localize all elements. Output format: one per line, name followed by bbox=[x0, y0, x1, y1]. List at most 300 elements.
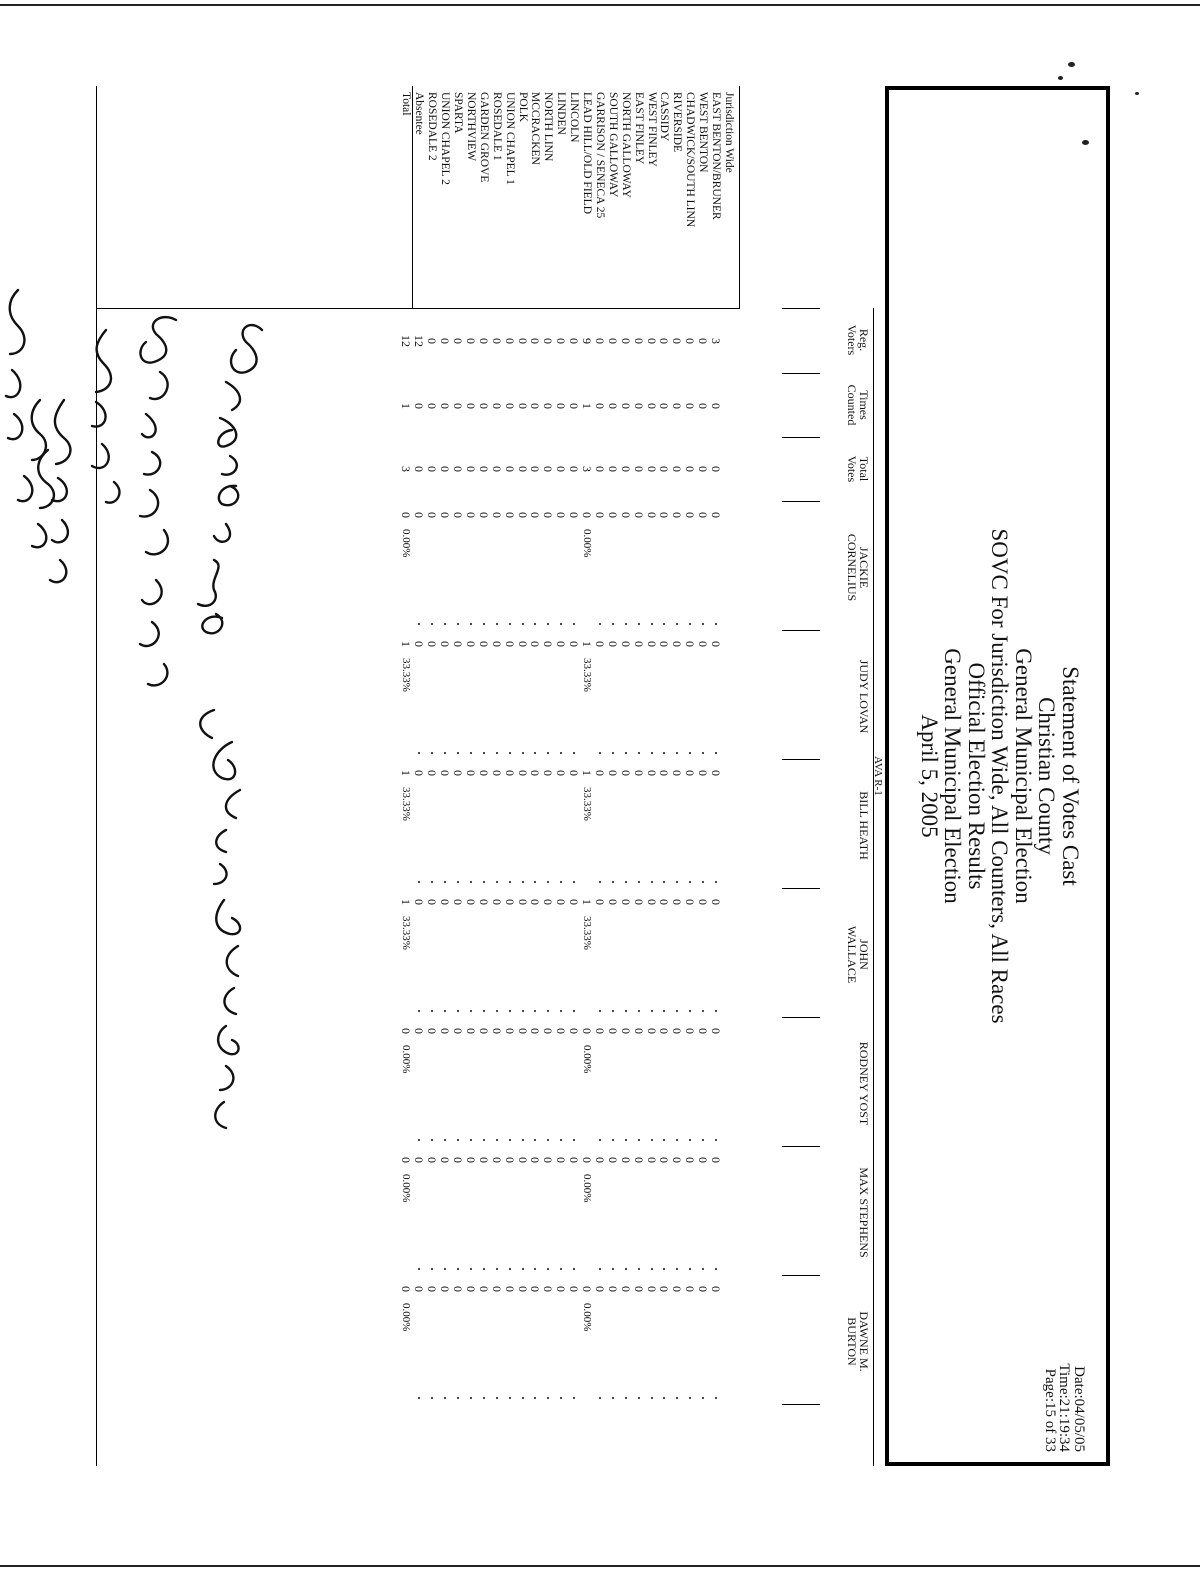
col-candidate-1 bbox=[858, 632, 870, 761]
vote-percent: 0.00% bbox=[400, 1045, 413, 1074]
leader-dot bbox=[676, 1268, 678, 1270]
leader-dot bbox=[431, 1139, 433, 1141]
leader-dot bbox=[470, 881, 472, 883]
vote-count: 0 bbox=[412, 512, 427, 518]
vote-count: 0 bbox=[412, 770, 427, 776]
vote-count: 0 bbox=[567, 1286, 582, 1292]
vote-count: 0 bbox=[683, 1286, 698, 1292]
col-candidate-name: JUDY LOVAN bbox=[857, 659, 871, 734]
vote-count: 0 bbox=[502, 770, 517, 776]
stat-value: 0 bbox=[489, 338, 504, 344]
leader-dot bbox=[457, 752, 459, 754]
leader-dot bbox=[638, 1397, 640, 1399]
leader-dot bbox=[715, 1268, 717, 1270]
vote-count: 0 bbox=[709, 770, 724, 776]
stat-value: 0 bbox=[515, 466, 530, 472]
vote-count: 0 bbox=[618, 1157, 633, 1163]
election-subtitle: General Municipal Election bbox=[940, 648, 966, 904]
jurisdiction-name: GARDEN GROVE bbox=[477, 92, 490, 183]
stat-value: 0 bbox=[528, 403, 543, 409]
stat-value: 3 bbox=[709, 338, 724, 344]
leader-dot bbox=[457, 1139, 459, 1141]
leader-dot bbox=[664, 881, 666, 883]
scan-top-edge bbox=[0, 4, 1200, 6]
leader-dot bbox=[470, 1268, 472, 1270]
vote-count: 0 bbox=[683, 1157, 698, 1163]
leader-dot bbox=[573, 752, 575, 754]
leader-dot bbox=[573, 623, 575, 625]
report-scope: SOVC For Jurisdiction Wide, All Counters, All Races bbox=[987, 528, 1013, 1024]
jurisdiction-name: NORTHVIEW bbox=[465, 92, 477, 161]
vote-count: 0 bbox=[528, 512, 543, 518]
leader-dot bbox=[496, 1010, 498, 1012]
leader-dot bbox=[470, 1010, 472, 1012]
leader-dot bbox=[444, 623, 446, 625]
vote-count: 0 bbox=[605, 899, 620, 905]
leader-dot bbox=[702, 752, 704, 754]
table-row bbox=[438, 86, 451, 1466]
leader-dot bbox=[522, 1397, 524, 1399]
leader-dot bbox=[444, 1268, 446, 1270]
vote-count: 0 bbox=[696, 1028, 711, 1034]
leader-dot bbox=[651, 1397, 653, 1399]
stat-value: 0 bbox=[541, 338, 556, 344]
leader-dot bbox=[573, 881, 575, 883]
vote-count: 0 bbox=[567, 512, 582, 518]
stat-value: 0 bbox=[657, 466, 672, 472]
vote-percent: 33.33% bbox=[581, 658, 594, 692]
leader-dot bbox=[535, 1010, 537, 1012]
vote-count: 0 bbox=[605, 1028, 620, 1034]
vote-count: 0 bbox=[644, 1286, 659, 1292]
stat-value: 0 bbox=[567, 403, 582, 409]
vote-count: 0 bbox=[541, 1028, 556, 1034]
vote-count: 0 bbox=[476, 1028, 491, 1034]
vote-count: 0 bbox=[502, 1157, 517, 1163]
leader-dot bbox=[560, 881, 562, 883]
vote-count: 0 bbox=[425, 899, 440, 905]
vote-count: 0 bbox=[593, 770, 607, 776]
jurisdiction-name: ROSEDALE 2 bbox=[426, 92, 439, 161]
vote-count: 0 bbox=[502, 1286, 517, 1292]
leader-dot bbox=[496, 1139, 498, 1141]
leader-dot bbox=[715, 1139, 717, 1141]
vote-count: 0 bbox=[451, 641, 466, 647]
table-row bbox=[503, 86, 516, 1466]
jurisdiction-name: POLK bbox=[516, 92, 529, 123]
vote-count: 0 bbox=[425, 1157, 440, 1163]
vote-count: 0 bbox=[631, 1157, 646, 1163]
vote-count: 0 bbox=[554, 899, 569, 905]
report-title: Statement of Votes Cast bbox=[1058, 666, 1083, 886]
leader-dot bbox=[496, 881, 498, 883]
stat-value: 0 bbox=[515, 403, 530, 409]
stat-value: 0 bbox=[464, 338, 478, 344]
leader-dot bbox=[522, 623, 524, 625]
stat-value: 0 bbox=[605, 338, 620, 344]
leader-dot bbox=[483, 1010, 485, 1012]
vote-count: 0 bbox=[476, 770, 491, 776]
vote-count: 0 bbox=[683, 770, 698, 776]
report-date: Date:04/05/05 bbox=[1071, 1366, 1087, 1452]
leader-dot bbox=[599, 623, 601, 625]
column-divider bbox=[782, 759, 820, 760]
stat-value: 0 bbox=[476, 466, 491, 472]
stat-value: 0 bbox=[528, 466, 543, 472]
stat-value: 3 bbox=[580, 466, 595, 472]
leader-dot bbox=[638, 1139, 640, 1141]
leader-dot bbox=[560, 1010, 562, 1012]
leader-dot bbox=[625, 1268, 627, 1270]
vote-count: 0 bbox=[631, 899, 646, 905]
leader-dot bbox=[599, 1397, 601, 1399]
jurisdiction-name: NORTH GALLOWAY bbox=[619, 92, 632, 198]
stat-value: 0 bbox=[657, 338, 672, 344]
vote-count: 0 bbox=[399, 512, 414, 518]
leader-dot bbox=[431, 623, 433, 625]
leader-dot bbox=[547, 1139, 549, 1141]
stat-value: 0 bbox=[502, 338, 517, 344]
vote-count: 0 bbox=[528, 770, 543, 776]
leader-dot bbox=[547, 1397, 549, 1399]
stat-value: 12 bbox=[412, 335, 427, 347]
stat-value: 0 bbox=[464, 466, 478, 472]
col-times-counted-line2: Counted bbox=[845, 384, 859, 426]
vote-count: 0 bbox=[670, 1028, 685, 1034]
leader-dot bbox=[689, 881, 691, 883]
leader-dot bbox=[599, 1010, 601, 1012]
leader-dot bbox=[676, 623, 678, 625]
stat-value: 0 bbox=[631, 338, 646, 344]
leader-dot bbox=[547, 1268, 549, 1270]
vote-count: 0 bbox=[515, 770, 530, 776]
leader-dot bbox=[651, 1268, 653, 1270]
leader-dot bbox=[444, 752, 446, 754]
vote-count: 0 bbox=[554, 1157, 569, 1163]
vote-count: 0 bbox=[489, 512, 504, 518]
vote-count: 0 bbox=[631, 641, 646, 647]
leader-dot bbox=[547, 881, 549, 883]
stat-value: 0 bbox=[412, 466, 427, 472]
leader-dot bbox=[573, 1139, 575, 1141]
vote-count: 0 bbox=[541, 770, 556, 776]
col-candidate-name: MAX STEPHENS bbox=[857, 1167, 871, 1258]
stat-value: 0 bbox=[631, 403, 646, 409]
vote-count: 0 bbox=[412, 641, 427, 647]
election-name: General Municipal Election bbox=[1011, 648, 1036, 904]
leader-dot bbox=[522, 881, 524, 883]
leader-dot bbox=[638, 1010, 640, 1012]
jurisdiction-name: EAST BENTON/BRUNER bbox=[710, 92, 723, 220]
leader-dot bbox=[547, 752, 549, 754]
leader-dot bbox=[483, 1268, 485, 1270]
vote-percent: 0.00% bbox=[581, 1303, 594, 1332]
table-total-row bbox=[400, 86, 413, 1466]
stat-value: 0 bbox=[631, 466, 646, 472]
leader-dot bbox=[418, 623, 420, 625]
leader-dot bbox=[535, 1139, 537, 1141]
vote-count: 0 bbox=[644, 512, 659, 518]
stat-value: 0 bbox=[709, 466, 724, 472]
stat-value: 0 bbox=[696, 338, 711, 344]
leader-dot bbox=[638, 623, 640, 625]
stat-value: 0 bbox=[683, 338, 698, 344]
vote-count: 0 bbox=[670, 770, 685, 776]
vote-count: 0 bbox=[554, 641, 569, 647]
jurisdiction-name: MCCRACKEN bbox=[529, 92, 542, 165]
vote-count: 0 bbox=[476, 641, 491, 647]
vote-count: 0 bbox=[696, 770, 711, 776]
jurisdiction-name: NORTH LINN bbox=[542, 92, 555, 162]
table-row bbox=[412, 86, 425, 1466]
leader-dot bbox=[599, 1139, 601, 1141]
leader-dot bbox=[612, 881, 614, 883]
vote-count: 0 bbox=[489, 641, 504, 647]
leader-dot bbox=[483, 1397, 485, 1399]
stat-value: 0 bbox=[593, 403, 607, 409]
table-row bbox=[490, 86, 503, 1466]
vote-count: 0 bbox=[631, 1286, 646, 1292]
table-row bbox=[606, 86, 619, 1466]
vote-count: 0 bbox=[528, 899, 543, 905]
vote-count: 0 bbox=[618, 770, 633, 776]
table-row bbox=[554, 86, 567, 1466]
vote-count: 0 bbox=[399, 1028, 414, 1034]
col-reg-voters bbox=[846, 309, 870, 371]
vote-count: 0 bbox=[618, 512, 633, 518]
vote-count: 0 bbox=[644, 1157, 659, 1163]
col-candidate-name: DAWNE M. bbox=[857, 1311, 871, 1372]
leader-dot bbox=[431, 1010, 433, 1012]
leader-dot bbox=[560, 623, 562, 625]
leader-dot bbox=[483, 1139, 485, 1141]
vote-count: 0 bbox=[580, 512, 595, 518]
vote-count: 0 bbox=[451, 899, 466, 905]
vote-count: 0 bbox=[489, 770, 504, 776]
vote-count: 0 bbox=[528, 1157, 543, 1163]
vote-count: 0 bbox=[567, 770, 582, 776]
leader-dot bbox=[651, 623, 653, 625]
stat-value: 0 bbox=[528, 338, 543, 344]
leader-dot bbox=[625, 881, 627, 883]
vote-count: 0 bbox=[657, 770, 672, 776]
leader-dot bbox=[470, 1139, 472, 1141]
vote-count: 0 bbox=[438, 1028, 453, 1034]
jurisdiction-name: LINDEN bbox=[555, 92, 568, 135]
col-reg-voters-line1: Reg. bbox=[857, 328, 871, 352]
vote-count: 0 bbox=[670, 1286, 685, 1292]
column-divider bbox=[782, 1404, 820, 1405]
stat-value: 0 bbox=[515, 338, 530, 344]
jurisdiction-name: Absentee bbox=[413, 92, 426, 135]
vote-count: 0 bbox=[593, 1028, 607, 1034]
leader-dot bbox=[470, 1397, 472, 1399]
leader-dot bbox=[612, 752, 614, 754]
vote-count: 0 bbox=[618, 1028, 633, 1034]
vote-count: 0 bbox=[528, 1286, 543, 1292]
vote-count: 0 bbox=[683, 512, 698, 518]
vote-count: 0 bbox=[451, 512, 466, 518]
vote-count: 0 bbox=[631, 1028, 646, 1034]
jurisdiction-name: EAST FINLEY bbox=[632, 92, 645, 165]
vote-count: 0 bbox=[438, 512, 453, 518]
vote-count: 0 bbox=[528, 641, 543, 647]
stat-value: 0 bbox=[696, 466, 711, 472]
vote-count: 0 bbox=[502, 1028, 517, 1034]
stat-value: 12 bbox=[399, 335, 414, 347]
vote-count: 1 bbox=[399, 770, 414, 776]
vote-count: 0 bbox=[670, 899, 685, 905]
vote-count: 0 bbox=[438, 770, 453, 776]
vote-count: 0 bbox=[412, 899, 427, 905]
leader-dot bbox=[702, 1010, 704, 1012]
vote-count: 0 bbox=[451, 1028, 466, 1034]
col-total-votes-line2: Votes bbox=[845, 455, 859, 483]
leader-dot bbox=[535, 752, 537, 754]
jurisdiction-name: UNION CHAPEL 2 bbox=[439, 92, 452, 185]
vote-count: 0 bbox=[696, 1286, 711, 1292]
jurisdiction-name: Total bbox=[400, 92, 413, 116]
leader-dot bbox=[664, 1397, 666, 1399]
leader-dot bbox=[418, 752, 420, 754]
col-candidate-6 bbox=[846, 1277, 870, 1406]
stat-value: 0 bbox=[670, 403, 685, 409]
col-times-counted bbox=[846, 374, 870, 436]
vote-percent: 33.33% bbox=[581, 916, 594, 950]
leader-dot bbox=[612, 1268, 614, 1270]
leader-dot bbox=[651, 1010, 653, 1012]
leader-dot bbox=[522, 1010, 524, 1012]
stat-value: 0 bbox=[605, 403, 620, 409]
stat-value: 0 bbox=[489, 403, 504, 409]
vote-count: 0 bbox=[567, 641, 582, 647]
stat-value: 0 bbox=[618, 466, 633, 472]
jurisdiction-name: SOUTH GALLOWAY bbox=[606, 92, 619, 198]
leader-dot bbox=[457, 881, 459, 883]
leader-dot bbox=[457, 1010, 459, 1012]
leader-dot bbox=[418, 1139, 420, 1141]
jurisdiction-name: Jurisdiction Wide bbox=[723, 92, 735, 173]
table-row bbox=[696, 86, 709, 1466]
column-divider bbox=[782, 373, 820, 374]
vote-count: 0 bbox=[567, 899, 582, 905]
vote-count: 0 bbox=[541, 641, 556, 647]
stat-value: 1 bbox=[399, 403, 414, 409]
leader-dot bbox=[509, 752, 511, 754]
leader-dot bbox=[638, 1268, 640, 1270]
col-candidate-name: JACKIE bbox=[857, 546, 871, 589]
vote-count: 0 bbox=[554, 1286, 569, 1292]
leader-dot bbox=[638, 881, 640, 883]
table-row bbox=[516, 86, 529, 1466]
leader-dot bbox=[535, 1397, 537, 1399]
vote-count: 0 bbox=[425, 512, 440, 518]
leader-dot bbox=[702, 1139, 704, 1141]
stat-value: 0 bbox=[541, 403, 556, 409]
table-row bbox=[683, 86, 696, 1466]
column-divider bbox=[782, 1017, 820, 1018]
vote-count: 0 bbox=[438, 899, 453, 905]
table-row bbox=[632, 86, 645, 1466]
vote-count: 0 bbox=[425, 770, 440, 776]
leader-dot bbox=[457, 1397, 459, 1399]
stat-value: 0 bbox=[425, 466, 440, 472]
vote-count: 0 bbox=[515, 1286, 530, 1292]
leader-dot bbox=[509, 1139, 511, 1141]
vote-count: 0 bbox=[412, 1286, 427, 1292]
stat-value: 0 bbox=[605, 466, 620, 472]
report-meta bbox=[1043, 1363, 1087, 1452]
leader-dot bbox=[509, 1010, 511, 1012]
vote-count: 0 bbox=[696, 512, 711, 518]
leader-dot bbox=[418, 881, 420, 883]
leader-dot bbox=[651, 752, 653, 754]
scan-bottom-edge bbox=[0, 1565, 1200, 1567]
stat-value: 0 bbox=[683, 466, 698, 472]
leader-dot bbox=[457, 1268, 459, 1270]
leader-dot bbox=[702, 1397, 704, 1399]
leader-dot bbox=[483, 881, 485, 883]
column-divider bbox=[782, 501, 820, 502]
leader-dot bbox=[612, 1397, 614, 1399]
table-end-rule bbox=[96, 86, 97, 1466]
report-title-block bbox=[918, 86, 1083, 1466]
leader-dot bbox=[444, 881, 446, 883]
table-row bbox=[645, 86, 658, 1466]
stat-value: 0 bbox=[476, 403, 491, 409]
vote-count: 0 bbox=[657, 512, 672, 518]
column-divider bbox=[782, 1146, 820, 1147]
column-header-rule bbox=[873, 308, 874, 1466]
vote-count: 0 bbox=[438, 1157, 453, 1163]
vote-count: 0 bbox=[464, 512, 478, 518]
vote-count: 0 bbox=[476, 899, 491, 905]
vote-count: 0 bbox=[580, 1157, 595, 1163]
jurisdiction-name: RIVERSIDE bbox=[671, 92, 684, 153]
vote-count: 0 bbox=[515, 1157, 530, 1163]
jurisdiction-name: CASSIDY bbox=[658, 92, 671, 142]
vote-count: 0 bbox=[683, 899, 698, 905]
leader-dot bbox=[470, 623, 472, 625]
vote-percent: 0.00% bbox=[400, 529, 413, 558]
leader-dot bbox=[715, 623, 717, 625]
leader-dot bbox=[625, 1139, 627, 1141]
leader-dot bbox=[689, 1268, 691, 1270]
leader-dot bbox=[625, 1010, 627, 1012]
vote-count: 0 bbox=[464, 770, 478, 776]
leader-dot bbox=[599, 1268, 601, 1270]
vote-count: 0 bbox=[567, 1157, 582, 1163]
leader-dot bbox=[638, 752, 640, 754]
leader-dot bbox=[599, 881, 601, 883]
leader-dot bbox=[625, 1397, 627, 1399]
vote-count: 0 bbox=[464, 641, 478, 647]
leader-dot bbox=[676, 752, 678, 754]
jurisdiction-name: CHADWICK/SOUTH LINN bbox=[684, 92, 697, 228]
leader-dot bbox=[676, 1010, 678, 1012]
vote-count: 0 bbox=[709, 1028, 724, 1034]
stat-value: 0 bbox=[451, 338, 466, 344]
vote-count: 0 bbox=[605, 641, 620, 647]
vote-count: 0 bbox=[631, 512, 646, 518]
vote-percent: 33.33% bbox=[581, 787, 594, 821]
stat-value: 0 bbox=[683, 403, 698, 409]
vote-count: 1 bbox=[399, 641, 414, 647]
col-candidate-2 bbox=[858, 761, 870, 890]
vote-count: 0 bbox=[696, 641, 711, 647]
leader-dot bbox=[418, 1010, 420, 1012]
vote-count: 0 bbox=[696, 1157, 711, 1163]
